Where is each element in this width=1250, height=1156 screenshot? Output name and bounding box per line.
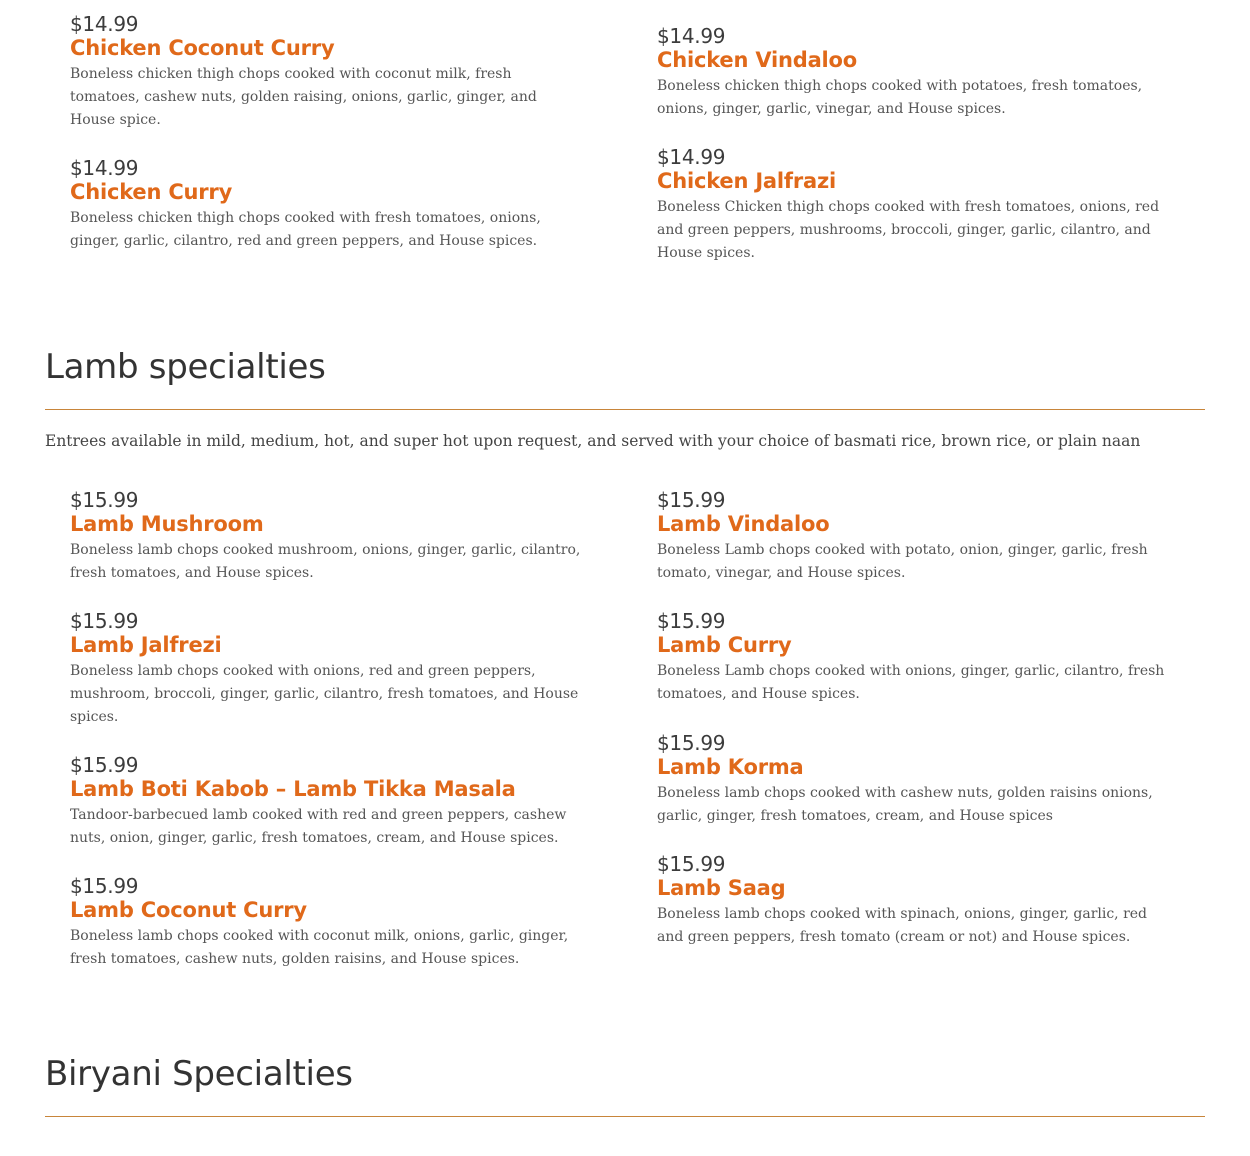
section-divider [45,409,1205,410]
item-description: Boneless lamb chops cooked mushroom, onions, ginger, garlic, cilantro, fresh tomatoes, and House spices. [70,542,581,581]
item-name: Lamb Vindaloo [657,512,830,536]
section-divider [45,1116,1205,1117]
menu-item [70,488,600,585]
item-description: Tandoor-barbecued lamb cooked with red and green peppers, cashew nuts, onion, ginger, garlic, fresh tomatoes, cream, and House spices. [70,807,567,846]
item-description: Boneless chicken thigh chops cooked with coconut milk, fresh tomatoes, cashew nuts, golden raising, onions, garlic, ginger, and House spice. [70,66,537,128]
menu-item [657,609,1187,706]
menu-item [70,753,600,850]
item-price: $14.99 [657,24,726,48]
item-description: Boneless lamb chops cooked with cashew nuts, golden raisins onions, garlic, ginger, fresh tomatoes, cream, and House spices [657,785,1153,824]
menu-item [70,156,590,253]
item-price: $15.99 [70,609,139,633]
menu-item [657,852,1187,949]
item-name: Chicken Vindaloo [657,48,858,72]
item-price: $14.99 [70,12,139,36]
item-description: Boneless Lamb chops cooked with potato, onion, ginger, garlic, fresh tomato, vinegar, and House spices. [657,542,1148,581]
menu-item [657,24,1187,121]
item-name: Lamb Korma [657,755,804,779]
item-price: $15.99 [657,852,726,876]
item-name: Lamb Saag [657,876,786,900]
menu-item [657,145,1187,265]
item-price: $15.99 [70,874,139,898]
item-price: $15.99 [70,753,139,777]
item-description: Boneless lamb chops cooked with onions, red and green peppers, mushroom, broccoli, ginger, garlic, cilantro, fresh tomatoes, and House spices. [70,663,579,725]
item-description: Boneless lamb chops cooked with spinach, onions, ginger, garlic, red and green peppers, fresh tomato (cream or not) and House spices. [657,906,1148,945]
item-description: Boneless chicken thigh chops cooked with potatoes, fresh tomatoes, onions, ginger, garlic, vinegar, and House spices. [657,78,1143,117]
item-name: Lamb Jalfrezi [70,633,222,657]
section-title-biryani: Biryani Specialties [45,1054,353,1094]
item-price: $14.99 [70,156,139,180]
item-description: Boneless Lamb chops cooked with onions, ginger, garlic, cilantro, fresh tomatoes, and House spices. [657,663,1165,702]
section-note: Entrees available in mild, medium, hot, and super hot upon request, and served with your choice of basmati rice, brown rice, or plain naan [45,432,1141,450]
menu-item [70,874,600,971]
item-description: Boneless lamb chops cooked with coconut milk, onions, garlic, ginger, fresh tomatoes, cashew nuts, golden raisins, and House spices. [70,928,569,967]
menu-item [70,12,590,132]
item-price: $15.99 [657,731,726,755]
item-price: $15.99 [70,488,139,512]
menu-item [657,731,1187,828]
item-price: $15.99 [657,488,726,512]
section-title-lamb: Lamb specialties [45,347,326,387]
item-name: Chicken Coconut Curry [70,36,335,60]
menu-item [657,488,1187,585]
item-name: Lamb Boti Kabob – Lamb Tikka Masala [70,777,516,801]
item-name: Lamb Curry [657,633,792,657]
item-name: Lamb Coconut Curry [70,898,307,922]
item-price: $14.99 [657,145,726,169]
item-name: Chicken Curry [70,180,233,204]
item-price: $15.99 [657,609,726,633]
item-name: Chicken Jalfrazi [657,169,836,193]
item-description: Boneless Chicken thigh chops cooked with fresh tomatoes, onions, red and green peppers, mushrooms, broccoli, ginger, garlic, cilantro, and House spices. [657,199,1160,261]
item-description: Boneless chicken thigh chops cooked with fresh tomatoes, onions, ginger, garlic, cilantro, red and green peppers, and House spices. [70,210,541,249]
item-name: Lamb Mushroom [70,512,264,536]
menu-item [70,609,600,729]
